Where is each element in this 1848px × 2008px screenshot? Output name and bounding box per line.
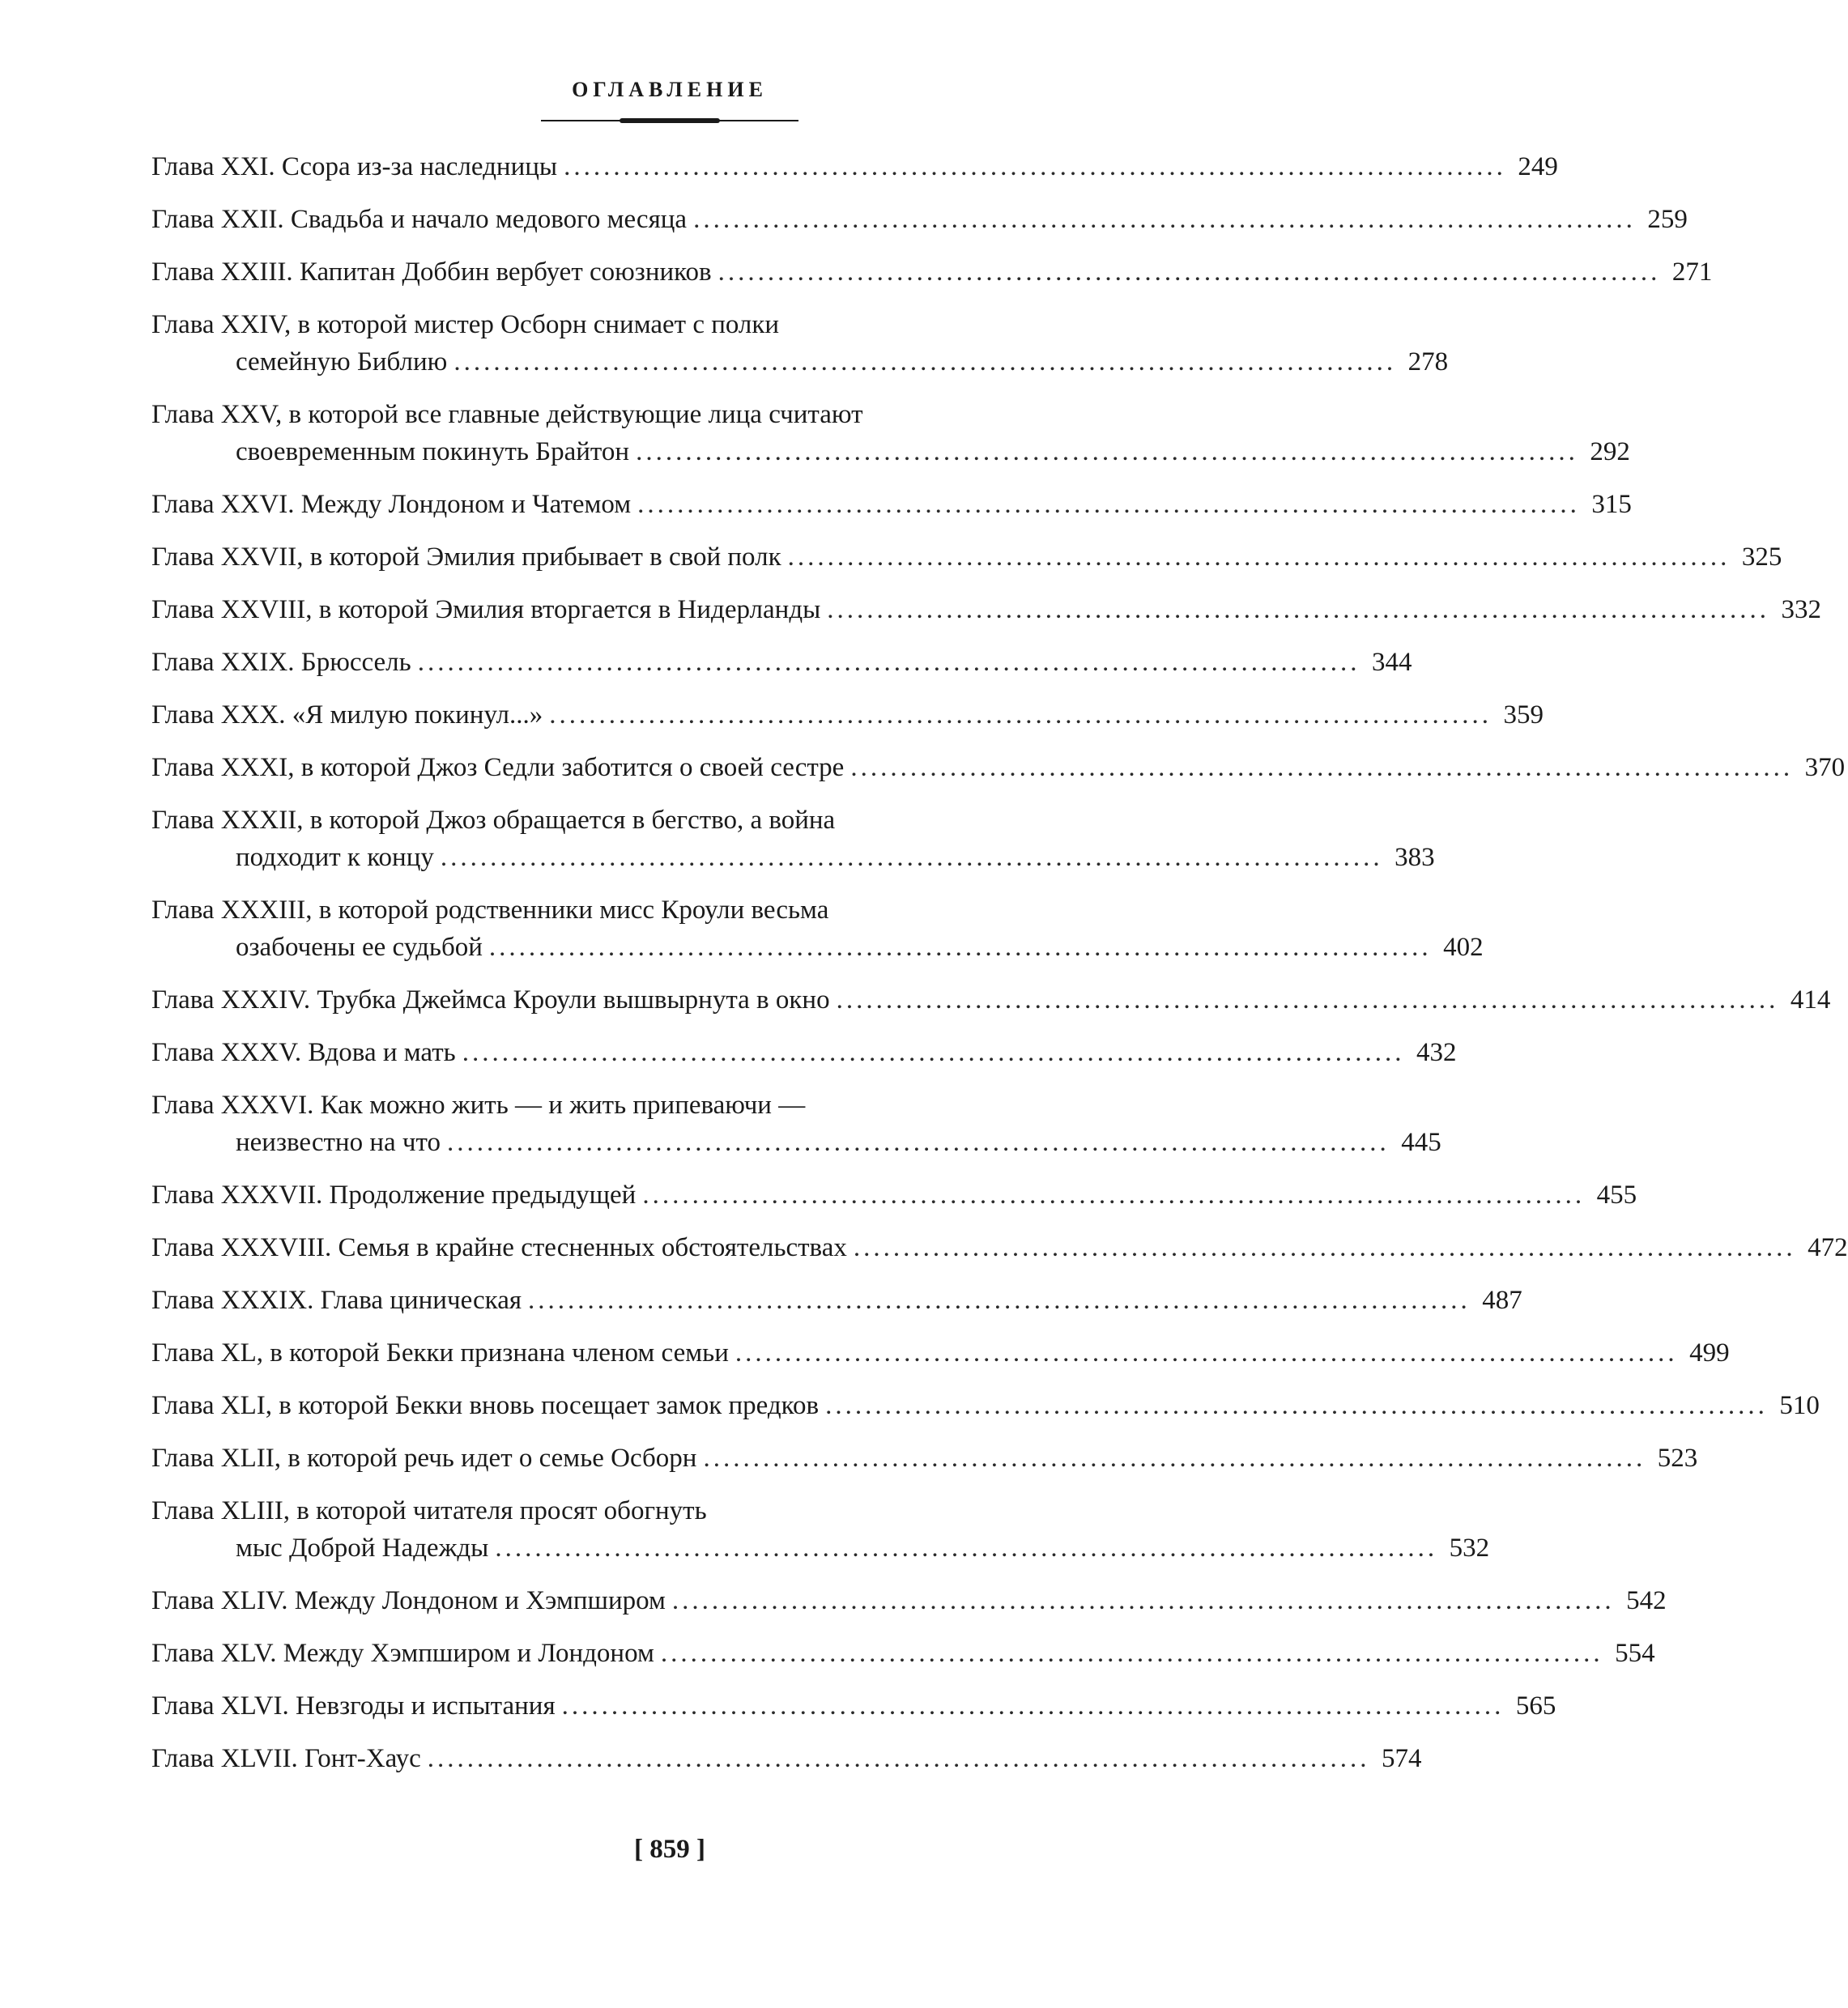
toc-entry-page-number: 370 xyxy=(1804,753,1846,782)
toc-entry xyxy=(151,1229,1848,1282)
dot-leader: ............................................................................................... xyxy=(671,1586,1615,1615)
toc-entry xyxy=(151,1034,1457,1087)
title-rule-accent xyxy=(620,118,720,123)
toc-entry-row xyxy=(151,343,1449,381)
dot-leader: ............................................................................................... xyxy=(446,1128,1390,1157)
toc-entry xyxy=(151,1282,1522,1334)
dot-leader: ............................................................................................... xyxy=(827,595,1770,624)
toc-entry-title: Глава XLI, в которой Бекки вновь посещает замок предков xyxy=(151,1391,820,1420)
dot-leader: ............................................................................................... xyxy=(417,648,1360,677)
toc-entry xyxy=(151,306,1449,396)
dot-leader: ............................................................................................... xyxy=(427,1744,1370,1773)
toc-entry-page-number: 315 xyxy=(1591,490,1632,519)
toc-entry-title: Глава XXX. «Я милую покинул...» xyxy=(151,700,543,730)
toc-entry-title-line: Глава XLIII, в которой читателя просят обогнуть xyxy=(151,1496,707,1525)
dot-leader: ............................................................................................... xyxy=(549,700,1492,730)
toc-entry xyxy=(151,1387,1820,1440)
toc-entry-page-number: 455 xyxy=(1596,1181,1637,1210)
toc-entry-row xyxy=(151,1529,1490,1567)
toc-entry-row xyxy=(151,1582,1667,1619)
toc-entry-title: Глава XLV. Между Хэмпширом и Лондоном xyxy=(151,1639,654,1668)
toc-entry-title: Глава XXIII. Капитан Доббин вербует союзников xyxy=(151,257,712,287)
toc-entry-title: озабочены ее судьбой xyxy=(236,933,483,962)
toc-entry-page-number: 499 xyxy=(1689,1338,1730,1368)
toc-entry-title-line: Глава XXXVI. Как можно жить — и жить припеваючи — xyxy=(151,1091,806,1120)
toc-entry-page-number: 414 xyxy=(1790,985,1831,1015)
dot-leader: ............................................................................................... xyxy=(717,257,1661,287)
toc-entry-row xyxy=(151,1687,1556,1725)
toc-entry xyxy=(151,396,1630,486)
toc-entry-row xyxy=(151,1034,1457,1071)
dot-leader: ............................................................................................... xyxy=(660,1639,1603,1668)
toc-entry-row xyxy=(151,486,1632,523)
toc-entry-page-number: 325 xyxy=(1741,542,1782,572)
dot-leader: ............................................................................................... xyxy=(528,1286,1471,1315)
toc-entry-row xyxy=(151,749,1846,786)
page-number: [ 859 ] xyxy=(634,1835,705,1864)
toc-entry-row xyxy=(151,1229,1848,1266)
toc-entry-row xyxy=(151,1176,1637,1214)
toc-entry-row xyxy=(151,644,1412,681)
toc-entry xyxy=(151,1440,1698,1492)
toc-entry-title-line: Глава XXIV, в которой мистер Осборн снимает с полки xyxy=(151,310,780,339)
table-of-contents xyxy=(151,148,1848,1793)
dot-leader: ............................................................................................... xyxy=(440,843,1383,872)
toc-entry-title: Глава XXXVIII. Семья в крайне стесненных обстоятельствах xyxy=(151,1233,847,1262)
toc-entry xyxy=(151,802,1435,891)
toc-entry-page-number: 383 xyxy=(1395,843,1435,872)
toc-entry-page-number: 472 xyxy=(1808,1233,1848,1262)
toc-entry xyxy=(151,1087,1441,1176)
dot-leader: ............................................................................................... xyxy=(453,347,1397,376)
dot-leader: ............................................................................................... xyxy=(693,205,1636,234)
toc-entry-page-number: 542 xyxy=(1626,1586,1667,1615)
toc-entry-title-line: Глава XXXII, в которой Джоз обращается в бегство, а война xyxy=(151,806,836,835)
dot-leader: ............................................................................................... xyxy=(637,490,1580,519)
toc-entry-row xyxy=(151,1124,1441,1161)
toc-entry-title: Глава XXXV. Вдова и мать xyxy=(151,1038,456,1067)
dot-leader: ............................................................................................... xyxy=(735,1338,1678,1368)
dot-leader: ............................................................................................... xyxy=(836,985,1779,1015)
toc-entry-row xyxy=(151,1387,1820,1424)
toc-entry-title: Глава XXVII, в которой Эмилия прибывает в свой полк xyxy=(151,542,781,572)
dot-leader: ............................................................................................... xyxy=(825,1391,1768,1420)
toc-entry xyxy=(151,891,1484,981)
toc-entry-title: Глава XXIX. Брюссель xyxy=(151,648,411,677)
toc-entry-row xyxy=(151,201,1688,238)
toc-entry-title: Глава XXXIX. Глава циническая xyxy=(151,1286,522,1315)
toc-entry xyxy=(151,696,1544,749)
toc-entry-title: неизвестно на что xyxy=(236,1128,441,1157)
toc-entry-title: подходит к концу xyxy=(236,843,434,872)
toc-entry-row xyxy=(151,1334,1730,1372)
toc-entry xyxy=(151,1176,1637,1229)
dot-leader: ............................................................................................... xyxy=(462,1038,1405,1067)
toc-entry-page-number: 510 xyxy=(1779,1391,1820,1420)
toc-entry-row xyxy=(151,839,1435,876)
toc-entry-row xyxy=(151,253,1713,291)
dot-leader: ............................................................................................... xyxy=(488,933,1432,962)
toc-entry xyxy=(151,591,1822,644)
toc-entry-page-number: 292 xyxy=(1590,437,1630,466)
dot-leader: ............................................................................................... xyxy=(636,437,1578,466)
toc-entry-row xyxy=(151,1282,1522,1319)
toc-entry-row xyxy=(151,433,1630,470)
toc-entry xyxy=(151,253,1713,306)
toc-entry-title-line: Глава XXXIII, в которой родственники мисс Кроули весьма xyxy=(151,896,829,925)
toc-entry-page-number: 445 xyxy=(1401,1128,1441,1157)
toc-entry-title: Глава XXVI. Между Лондоном и Чатемом xyxy=(151,490,632,519)
dot-leader: ............................................................................................... xyxy=(850,753,1794,782)
toc-entry-title-line: Глава XXV, в которой все главные действующие лица считают xyxy=(151,400,863,429)
toc-entry-row xyxy=(151,696,1544,734)
toc-entry-title: Глава XXVIII, в которой Эмилия вторгается в Нидерланды xyxy=(151,595,821,624)
toc-entry-row xyxy=(151,538,1782,576)
toc-entry-page-number: 344 xyxy=(1371,648,1412,677)
toc-entry-row xyxy=(151,1635,1655,1672)
toc-entry-title: Глава XXI. Ссора из-за наследницы xyxy=(151,152,558,181)
toc-entry-title: Глава XLII, в которой речь идет о семье Осборн xyxy=(151,1444,697,1473)
toc-entry-title: Глава XL, в которой Бекки признана членом семьи xyxy=(151,1338,729,1368)
toc-entry-page-number: 259 xyxy=(1647,205,1688,234)
toc-entry-title: Глава XXXIV. Трубка Джеймса Кроули вышвырнута в окно xyxy=(151,985,830,1015)
toc-entry-row xyxy=(151,148,1558,185)
toc-entry-page-number: 271 xyxy=(1671,257,1713,287)
toc-entry-page-number: 402 xyxy=(1443,933,1484,962)
toc-entry-page-number: 332 xyxy=(1781,595,1822,624)
toc-entry-title: Глава XLVI. Невзгоды и испытания xyxy=(151,1691,556,1721)
dot-leader: ............................................................................................... xyxy=(853,1233,1796,1262)
dot-leader: ............................................................................................... xyxy=(703,1444,1646,1473)
toc-entry-page-number: 432 xyxy=(1416,1038,1457,1067)
toc-entry-title: своевременным покинуть Брайтон xyxy=(236,437,630,466)
toc-entry-title: мыс Доброй Надежды xyxy=(236,1534,489,1563)
toc-entry-page-number: 574 xyxy=(1381,1744,1422,1773)
toc-entry-row xyxy=(151,591,1822,628)
toc-entry-title: Глава XXXI, в которой Джоз Седли заботится о своей сестре xyxy=(151,753,845,782)
toc-entry-row xyxy=(151,1440,1698,1477)
dot-leader: ............................................................................................... xyxy=(787,542,1731,572)
dot-leader: ............................................................................................... xyxy=(561,1691,1505,1721)
toc-entry-page-number: 523 xyxy=(1657,1444,1698,1473)
toc-entry-title: Глава XXII. Свадьба и начало медового месяца xyxy=(151,205,688,234)
toc-entry xyxy=(151,1492,1490,1582)
toc-entry xyxy=(151,1334,1730,1387)
toc-entry xyxy=(151,749,1846,802)
page-title: ОГЛАВЛЕНИЕ xyxy=(572,78,768,101)
toc-entry-title: Глава XXXVII. Продолжение предыдущей xyxy=(151,1181,637,1210)
dot-leader: ............................................................................................... xyxy=(495,1534,1438,1563)
toc-entry xyxy=(151,486,1632,538)
toc-entry xyxy=(151,644,1412,696)
toc-entry xyxy=(151,1740,1422,1793)
toc-entry-page-number: 487 xyxy=(1482,1286,1522,1315)
toc-entry-row xyxy=(151,929,1484,966)
toc-entry-page-number: 565 xyxy=(1515,1691,1556,1721)
toc-entry-page-number: 554 xyxy=(1615,1639,1655,1668)
toc-entry-row xyxy=(151,981,1831,1019)
toc-entry-title: семейную Библию xyxy=(236,347,448,376)
toc-entry xyxy=(151,1582,1667,1635)
toc-entry xyxy=(151,538,1782,591)
toc-entry-page-number: 532 xyxy=(1449,1534,1490,1563)
toc-entry xyxy=(151,148,1558,201)
toc-entry xyxy=(151,201,1688,253)
toc-entry xyxy=(151,1635,1655,1687)
dot-leader: ............................................................................................... xyxy=(642,1181,1586,1210)
toc-entry xyxy=(151,981,1831,1034)
toc-entry xyxy=(151,1687,1556,1740)
dot-leader: ............................................................................................... xyxy=(564,152,1506,181)
toc-entry-page-number: 359 xyxy=(1503,700,1544,730)
toc-entry-title: Глава XLIV. Между Лондоном и Хэмпширом xyxy=(151,1586,666,1615)
toc-entry-title: Глава XLVII. Гонт-Хаус xyxy=(151,1744,421,1773)
toc-entry-page-number: 249 xyxy=(1518,152,1558,181)
toc-entry-row xyxy=(151,1740,1422,1777)
toc-entry-page-number: 278 xyxy=(1407,347,1449,376)
